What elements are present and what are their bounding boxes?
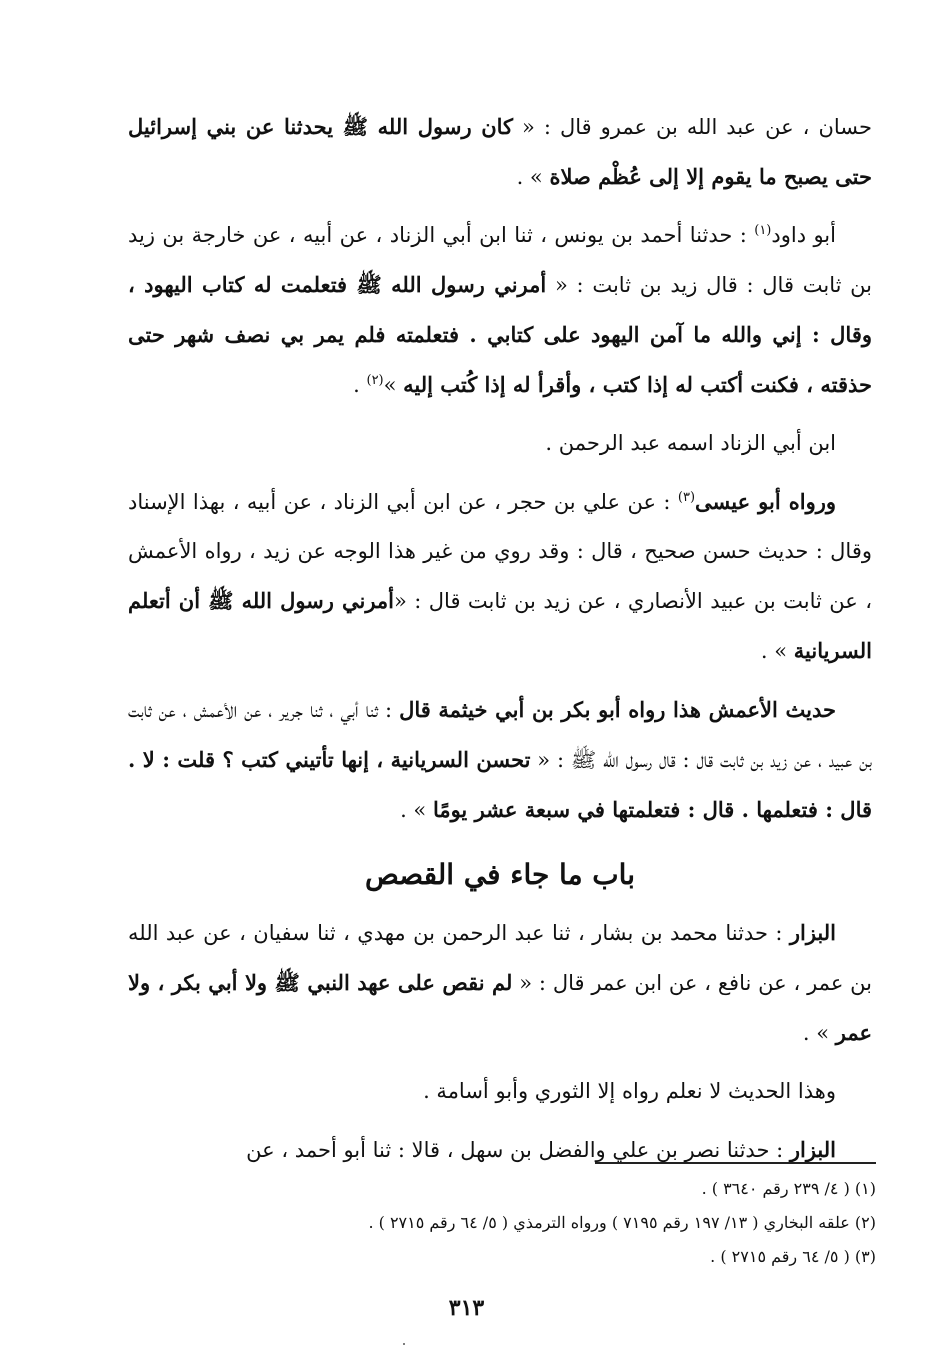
sentence-end: . (353, 373, 367, 397)
narration-chain: : عن علي بن حجر ، عن ابن أبي الزناد ، عن أبيه ، بهذا الإسناد وقال : حديث حسن صحيح ، قال : وقد روي من غير هذا الوجه عن زيد ، رواه الأعمش ، عن ثابت بن عبيد الأنصاري ، عن زيد بن ثابت قال : « (128, 490, 872, 613)
footnote-3: (٣) ( ٥/ ٦٤ رقم ٢٧١٥ ) . (710, 1247, 876, 1266)
narration-chain: : حدثنا أحمد بن يونس ، ثنا ابن أبي الزناد ، عن أبيه ، عن خارجة بن زيد بن ثابت قال : قال زيد بن ثابت : « (128, 223, 872, 297)
paragraph-abu-dawud (128, 211, 872, 410)
hadith-quote: كان رسول الله ﷺ يحدثنا عن بني إسرائيل حتى يصبح ما يقوم إلا إلى عُظْم صلاة (128, 114, 872, 189)
paragraph-abu-isa (128, 477, 872, 676)
commentary-text: ابن أبي الزناد اسمه عبد الرحمن . (545, 431, 836, 455)
footnote-2: (٢) علقه البخاري ( ١٣/ ١٩٧ رقم ٧١٩٥ ) ورواه الترمذي ( ٥/ ٦٤ رقم ٢٧١٥ ) . (368, 1213, 876, 1232)
paragraph-amash-hadith (128, 685, 872, 835)
quote-close: » . (802, 1021, 836, 1045)
narration-chain: حسان ، عن عبد الله بن عمرو قال : « (513, 115, 872, 139)
quote-close: » (383, 373, 404, 397)
hadith-quote: أمرني رسول الله ﷺ أن أتعلم السريانية (128, 588, 872, 663)
section-title: باب ما جاء في القصص (365, 858, 635, 891)
footnote-divider (595, 1162, 876, 1164)
commentary-text: وهذا الحديث لا نعلم رواه إلا الثوري وأبو أسامة . (423, 1079, 836, 1103)
quote-close: » . (516, 165, 550, 189)
narrator-source: ورواه أبو عيسى (695, 489, 836, 514)
paragraph-ibn-abi-zinad-note (128, 419, 872, 468)
paragraph-hasan-narration (128, 102, 872, 202)
narration-lead: حديث الأعمش هذا رواه أبو بكر بن أبي خيثمة قال (399, 697, 836, 722)
main-text-body (128, 102, 872, 1184)
narrator-source: أبو داود (771, 223, 836, 247)
footnotes (128, 1172, 876, 1274)
footnote-1: (١) ( ٤/ ٢٣٩ رقم ٣٦٤٠ ) . (701, 1179, 876, 1198)
page-number: ٣١٣ (448, 1295, 485, 1321)
footnote-ref-1[interactable]: (١) (754, 223, 772, 238)
paragraph-bazzar-first (128, 908, 872, 1058)
narration-chain: : حدثنا نصر بن علي والفضل بن سهل ، قالا : ثنا أبو أحمد ، عن (246, 1138, 790, 1162)
paragraph-thawri-note (128, 1067, 872, 1116)
footnote-ref-2[interactable]: (٢) (366, 373, 384, 388)
narration-chain: : ثنا أبي ، ثنا جرير ، عن الأعمش ، عن ثابت بن عبيد ، عن زيد بن ثابت قال : قال رسول الله ﷺ : « (128, 698, 872, 772)
hadith-quote: لم نقص على عهد النبي ﷺ ولا أبي بكر ، ولا عمر (128, 970, 872, 1045)
narration-chain: : حدثنا محمد بن بشار ، ثنا عبد الرحمن بن مهدي ، ثنا سفيان ، عن عبد الله بن عمر ، عن نافع ، عن ابن عمر قال : « (128, 921, 873, 995)
hadith-quote: أمرني رسول الله ﷺ فتعلمت له كتاب اليهود ، وقال : إني والله ما آمن اليهود على كتابي . فتعلمته فلم يمر بي نصف شهر حتى حذقته ، فكنت أكتب له إذا كتب ، وأقرأ له إذا كُتب إليه (128, 272, 872, 397)
scan-speck (403, 1343, 405, 1345)
hadith-quote: تحسن السريانية ، إنها تأتيني كتب ؟ قلت : لا . قال : فتعلمها . قال : فتعلمتها في سبعة عشر يومًا (128, 747, 872, 822)
paragraph-bazzar-second (128, 1125, 872, 1175)
narrator-source: البزار (789, 1137, 836, 1162)
narrator-source: البزار (789, 920, 836, 945)
quote-close: » . (760, 639, 794, 663)
quote-close: » . (400, 798, 433, 822)
footnote-ref-3[interactable]: (٣) (677, 490, 696, 505)
